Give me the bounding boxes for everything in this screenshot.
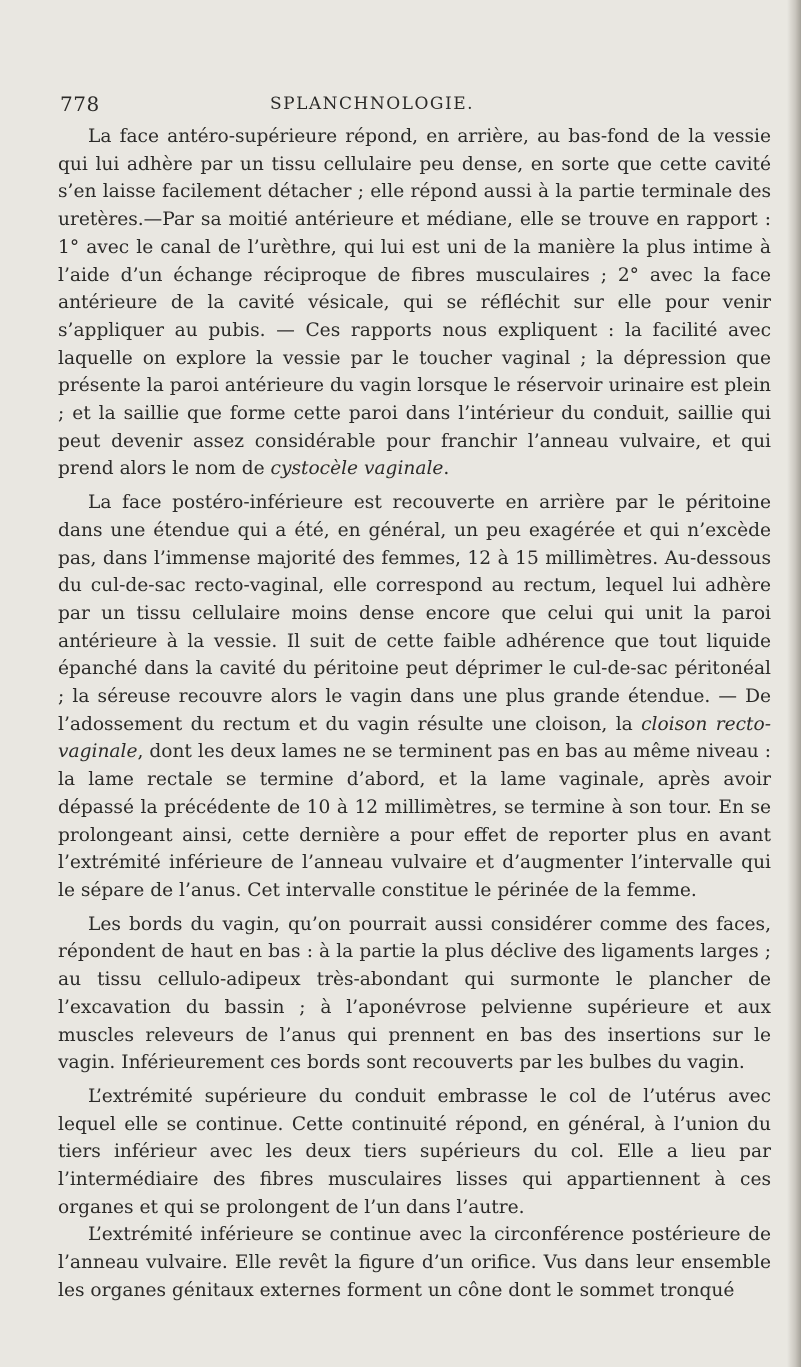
page-number: 778 bbox=[60, 92, 100, 116]
paragraph-lower-end: L’extrémité inférieure se continue avec la circonférence postérieure de l’anneau vulvaire. Elle revêt la figure d’un orifice. Vus dans leur ensemble les organes génitaux externes forment un cône dont le sommet tronqué bbox=[58, 1224, 771, 1301]
running-title: SPLANCHNOLOGIE. bbox=[270, 94, 475, 114]
paragraph-borders: Les bords du vagin, qu’on pourrait aussi considérer comme des faces, répondent de haut en bas : à la partie la plus déclive des ligaments larges ; au tissu cellulo-adipeux très-abondant qui surmonte le plancher de l’excavation du bassin ; à l’aponévrose pelvienne supérieure et aux muscles releveurs de l’anus qui prennent en bas des insertions sur le vagin. Inférieurement ces bords sont recouverts par les bulbes du vagin. bbox=[58, 913, 771, 1074]
body-text bbox=[58, 123, 771, 1305]
paragraph-posterior-face bbox=[58, 489, 771, 905]
page-edge-shadow bbox=[787, 0, 801, 1367]
paragraph-text: La face postéro-inférieure est recouverte en arrière par le péritoine dans une étendue qui a été, en général, un peu exagérée et qui n’excède pas, dans l’immense majorité des femmes, 12 à 15 millimètres. Au-dessous du cul-de-sac recto-vaginal, elle correspond au rectum, lequel lui adhère par un tissu cellulaire moins dense encore que celui qui unit la paroi antérieure à la vessie. Il suit de cette faible adhérence que tout liquide épanché dans la cavité du péritoine peut déprimer le cul-de-sac péritonéal ; la séreuse recouvre alors le vagin dans une plus grande étendue. — De l’adossement du rectum et du vagin résulte une cloison, la bbox=[58, 492, 771, 735]
page-header bbox=[60, 92, 780, 120]
paragraph-text-end: , dont les deux lames ne se terminent pas en bas au même niveau : la lame rectale se termine d’abord, et la lame vaginale, après avoir dépassé la précédente de 10 à 12 millimètres, se termine à son tour. En se prolongeant ainsi, cette dernière a pour effet de reporter plus en avant l’extrémité inférieure de l’anneau vulvaire et d’augmenter l’intervalle qui le sépare de l’anus. Cet intervalle constitue le périnée de la femme. bbox=[58, 741, 771, 901]
italic-term: cloison recto-vaginale bbox=[58, 713, 771, 763]
paragraph-text: La face antéro-supérieure répond, en arrière, au bas-fond de la vessie qui lui adhère par un tissu cellulaire peu dense, en sorte que cette cavité s’en laisse facilement détacher ; elle répond aussi à la partie terminale des uretères.—Par sa moitié antérieure et médiane, elle se trouve en rapport : 1° avec le canal de l’urèthre, qui lui est uni de la manière la plus intime à l’aide d’un échange réciproque de fibres musculaires ; 2° avec la face antérieure de la cavité vésicale, qui se réfléchit sur elle pour venir s’appliquer au pubis. — Ces rapports nous expliquent : la facilité avec laquelle on explore la vessie par le toucher vaginal ; la dépression que présente la paroi antérieure du vagin lorsque le réservoir urinaire est plein ; et la saillie que forme cette paroi dans l’intérieur du conduit, saillie qui peut devenir assez considérable pour franchir l’anneau vulvaire, et qui prend alors le nom de bbox=[58, 126, 771, 480]
paragraph-anterior-face bbox=[58, 123, 771, 483]
paragraph-text-end: . bbox=[443, 458, 450, 480]
italic-term: cystocèle vaginale bbox=[270, 458, 444, 480]
paragraph-upper-end: L’extrémité supérieure du conduit embrasse le col de l’utérus avec lequel elle se continue. Cette continuité répond, en général, à l’union du tiers inférieur avec les deux tiers supérieurs du col. Elle a lieu par l’intermédiaire des fibres musculaires lisses qui appartiennent à ces organes et qui se prolongent de l’un dans l’autre. bbox=[58, 1085, 771, 1218]
